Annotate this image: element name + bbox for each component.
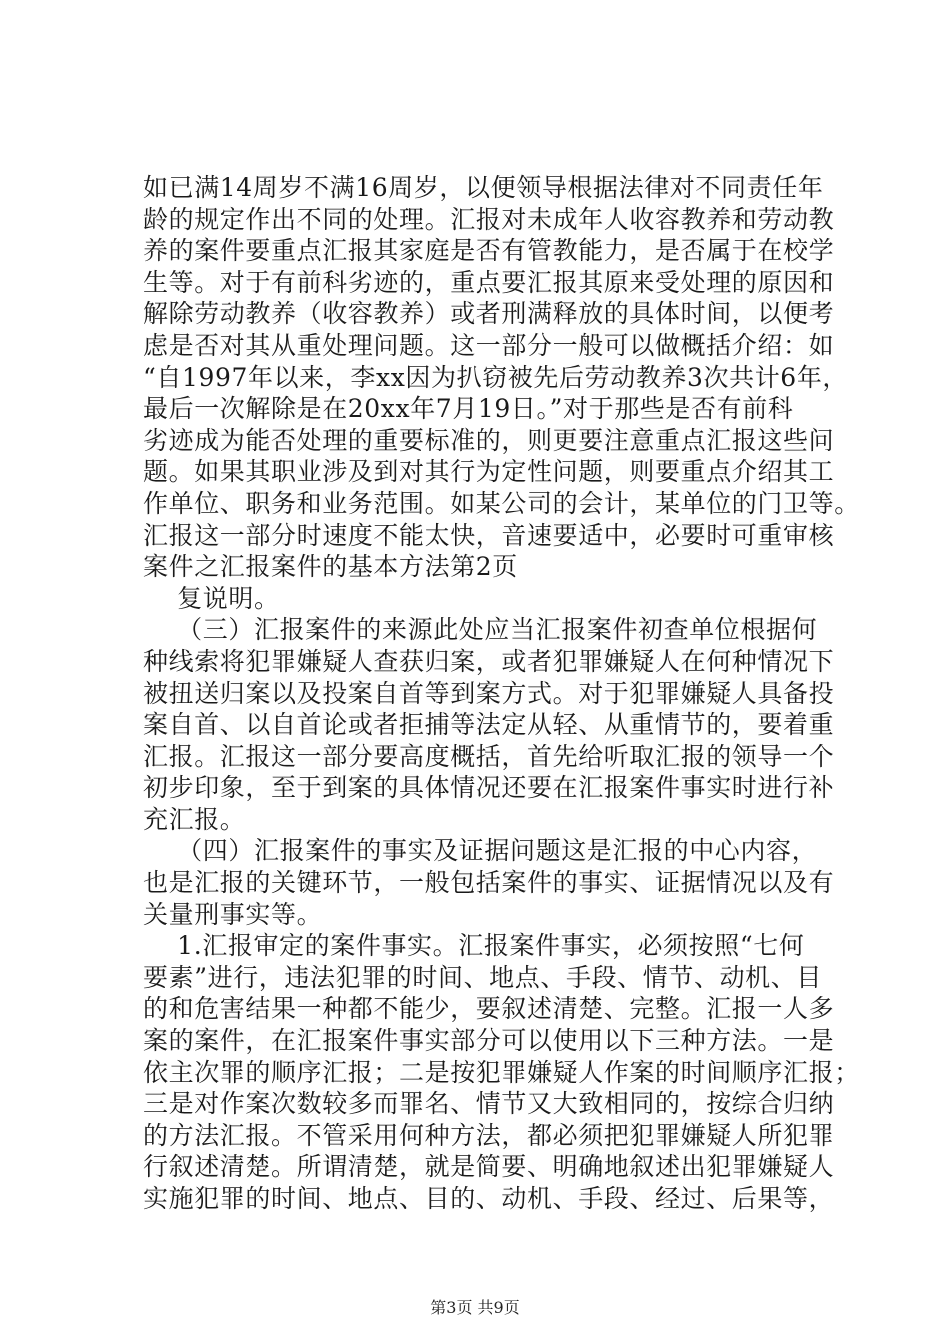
text-line: 题。如果其职业涉及到对其行为定性问题，则要重点介绍其工 [143,457,835,487]
page-number-footer: 第3页 共9页 [430,1298,520,1317]
text-line: 充汇报。 [143,804,246,834]
text-line: 1.汇报审定的案件事实。汇报案件事实，必须按照“七何 [143,931,805,961]
text-line: 要素”进行，违法犯罪的时间、地点、手段、情节、动机、目 [143,962,822,992]
body-text [143,172,860,1215]
text-line: 劣迹成为能否处理的重要标准的，则更要注意重点汇报这些问 [143,425,835,455]
text-line: 案件之汇报案件的基本方法第2页 [143,552,518,582]
text-line: 复说明。 [143,583,280,613]
text-line: 的和危害结果一种都不能少，要叙述清楚、完整。汇报一人多 [143,994,835,1024]
text-line: 汇报。汇报这一部分要高度概括，首先给听取汇报的领导一个 [143,741,835,771]
text-line: “自1997年以来，李xx因为扒窃被先后劳动教养3次共计6年， [143,362,849,392]
text-line: 龄的规定作出不同的处理。汇报对未成年人收容教养和劳动教 [143,204,835,234]
text-line: 行叙述清楚。所谓清楚，就是简要、明确地叙述出犯罪嫌疑人 [143,1152,835,1182]
text-line: 虑是否对其从重处理问题。这一部分一般可以做概括介绍：如 [143,330,835,360]
text-line: 养的案件要重点汇报其家庭是否有管教能力，是否属于在校学 [143,236,835,266]
text-line: 三是对作案次数较多而罪名、情节又大致相同的，按综合归纳 [143,1089,835,1119]
text-line: 依主次罪的顺序汇报；二是按犯罪嫌疑人作案的时间顺序汇报； [143,1057,860,1087]
text-line: 如已满14周岁不满16周岁，以便领导根据法律对不同责任年 [143,173,824,202]
text-line: （四）汇报案件的事实及证据问题这是汇报的中心内容， [143,836,818,866]
text-line: 的方法汇报。不管采用何种方法，都必须把犯罪嫌疑人所犯罪 [143,1120,835,1150]
text-line: 实施犯罪的时间、地点、目的、动机、手段、经过、后果等， [143,1184,835,1213]
text-line: 生等。对于有前科劣迹的，重点要汇报其原来受处理的原因和 [143,267,835,297]
text-line: 最后一次解除是在20xx年7月19日。”对于那些是否有前科 [143,394,794,424]
text-line: 被扭送归案以及投案自首等到案方式。对于犯罪嫌疑人具备投 [143,678,835,708]
text-line: 作单位、职务和业务范围。如某公司的会计，某单位的门卫等。 [143,488,860,518]
text-line: 初步印象，至于到案的具体情况还要在汇报案件事实时进行补 [143,773,835,803]
text-line: 案自首、以自首论或者拒捕等法定从轻、从重情节的，要着重 [143,710,835,740]
text-line: 种线索将犯罪嫌疑人查获归案，或者犯罪嫌疑人在何种情况下 [143,646,835,676]
text-line: 案的案件，在汇报案件事实部分可以使用以下三种方法。一是 [143,1026,835,1056]
text-line: 关量刑事实等。 [143,899,323,929]
text-line: （三）汇报案件的来源此处应当汇报案件初查单位根据何 [143,615,818,645]
text-line: 汇报这一部分时速度不能太快，音速要适中，必要时可重审核 [143,520,835,550]
text-line: 也是汇报的关键环节，一般包括案件的事实、证据情况以及有 [143,868,835,898]
text-line: 解除劳动教养（收容教养）或者刑满释放的具体时间，以便考 [143,299,835,329]
